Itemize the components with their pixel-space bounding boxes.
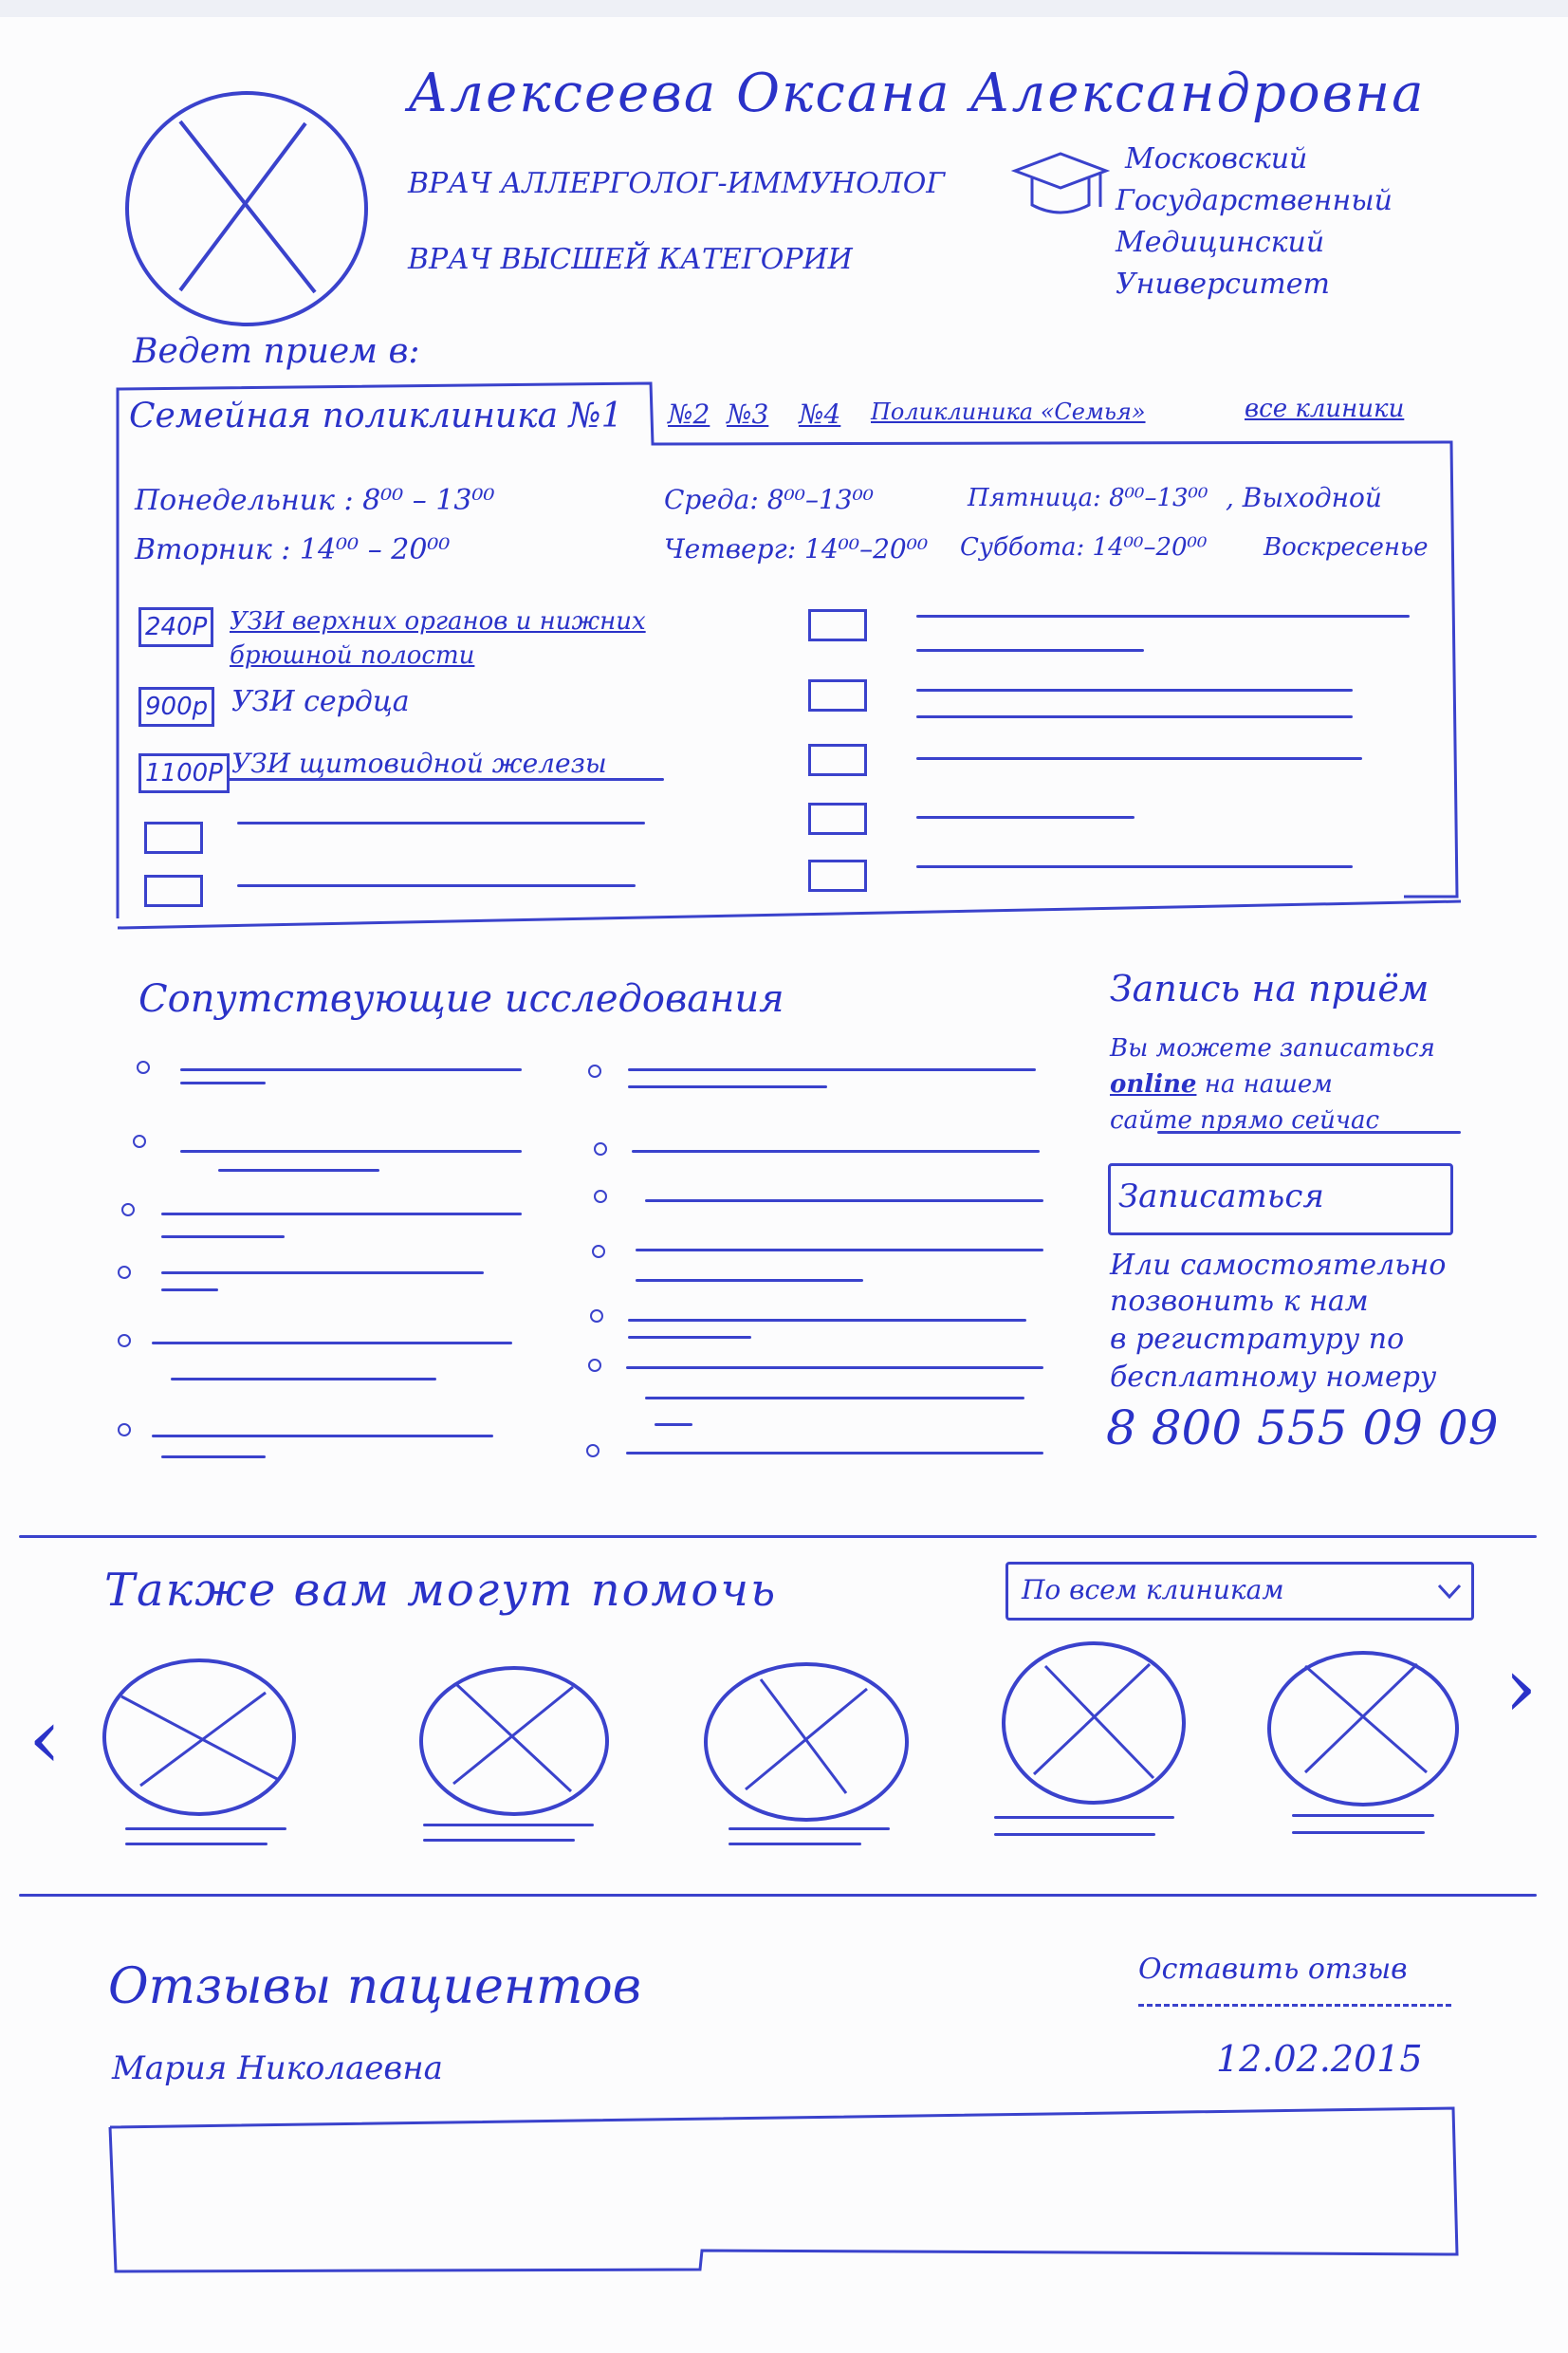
university-line-2: Государственный <box>1116 184 1393 217</box>
schedule-friday: Пятница: 8⁰⁰–13⁰⁰ <box>968 484 1208 512</box>
tab-clinic-1[interactable]: Семейная поликлиника №1 <box>129 397 623 435</box>
all-clinics-link[interactable]: все клиники <box>1245 395 1405 423</box>
service-name-line2[interactable]: брюшной полости <box>230 641 475 670</box>
reviews-heading: Отзывы пациентов <box>108 1958 641 2015</box>
tab-clinic-3[interactable]: №3 <box>727 398 769 430</box>
booking-heading: Запись на приём <box>1110 968 1430 1010</box>
booking-phone[interactable]: 8 800 555 09 09 <box>1106 1400 1499 1455</box>
schedule-day-off: , Выходной <box>1226 482 1382 513</box>
schedule-monday: Понедельник : 8⁰⁰ – 13⁰⁰ <box>135 484 495 517</box>
also-help-heading: Также вам могут помочь <box>104 1564 778 1617</box>
booking-alt-2: позвонить к нам <box>1110 1285 1369 1318</box>
booking-online-rest: на нашем <box>1196 1070 1333 1099</box>
schedule-saturday: Суббота: 14⁰⁰–20⁰⁰ <box>960 533 1208 562</box>
tab-clinic-family[interactable]: Поликлиника «Семья» <box>871 398 1146 425</box>
service-price: 900р <box>138 687 214 727</box>
doctor-category: ВРАЧ ВЫСШЕЙ КАТЕГОРИИ <box>408 243 853 276</box>
tab-clinic-4[interactable]: №4 <box>799 398 841 430</box>
review-author: Мария Николаевна <box>112 2049 443 2087</box>
service-name[interactable]: УЗИ сердца <box>231 685 410 718</box>
booking-text-3: сайте прямо сейчас <box>1110 1106 1380 1135</box>
tab-clinic-2[interactable]: №2 <box>668 398 710 430</box>
schedule-tuesday: Вторник : 14⁰⁰ – 20⁰⁰ <box>135 533 451 566</box>
university-line-1: Московский <box>1125 142 1308 176</box>
reception-heading: Ведет прием в: <box>133 332 420 371</box>
booking-alt-4: бесплатному номеру <box>1110 1361 1437 1394</box>
leave-review-link[interactable]: Оставить отзыв <box>1138 1953 1408 1986</box>
review-date: 12.02.2015 <box>1216 2038 1423 2080</box>
carousel-next-button[interactable]: › <box>1504 1640 1538 1735</box>
booking-alt-1: Или самостоятельно <box>1110 1249 1447 1282</box>
schedule-sunday: Воскресенье <box>1264 533 1429 562</box>
doctor-specialty: ВРАЧ АЛЛЕРГОЛОГ-ИММУНОЛОГ <box>408 167 946 200</box>
schedule-wednesday: Среда: 8⁰⁰–13⁰⁰ <box>664 484 875 515</box>
doctor-name: Алексеева Оксана Александровна <box>408 63 1426 124</box>
service-name[interactable]: УЗИ щитовидной железы <box>231 748 607 779</box>
university-line-4: Университет <box>1116 268 1330 301</box>
booking-online-word: online <box>1110 1070 1197 1099</box>
book-appointment-label: Записаться <box>1118 1177 1324 1215</box>
carousel-prev-button[interactable]: ‹ <box>28 1692 62 1787</box>
schedule-thursday: Четверг: 14⁰⁰–20⁰⁰ <box>664 533 929 565</box>
booking-alt-3: в регистратуру по <box>1110 1323 1405 1356</box>
clinic-filter-value: По всем клиникам <box>1022 1574 1284 1605</box>
service-price: 240Р <box>138 607 213 647</box>
booking-text-1: Вы можете записаться <box>1110 1034 1435 1063</box>
service-name[interactable]: УЗИ верхних органов и нижних <box>230 607 646 636</box>
university-line-3: Медицинский <box>1116 226 1325 259</box>
service-price: 1100Р <box>138 753 230 793</box>
related-heading: Сопутствующие исследования <box>138 977 784 1021</box>
